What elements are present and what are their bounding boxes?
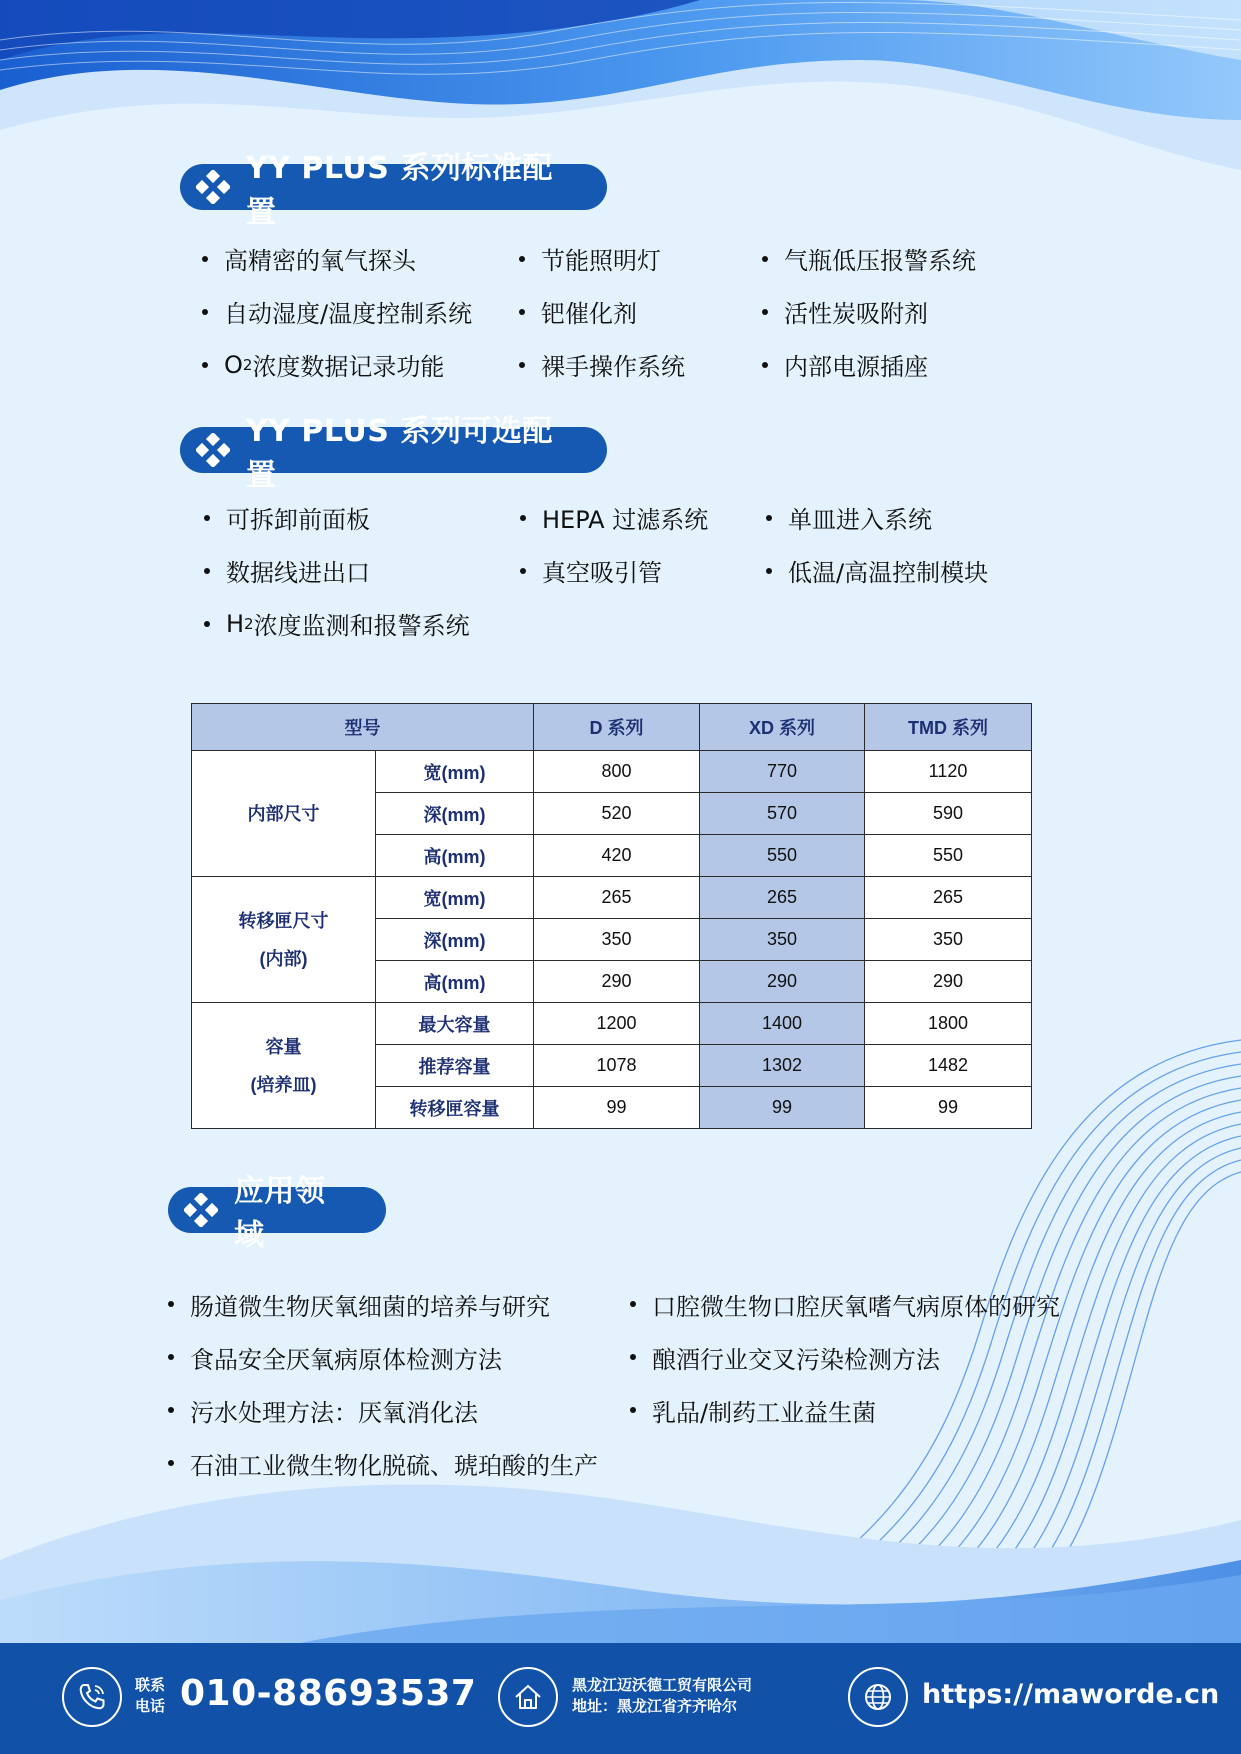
home-icon [498,1667,558,1727]
table-cell: 1200 [534,1003,700,1045]
list-item: 裸手操作系统 [519,338,762,391]
list-item: 钯催化剂 [519,285,762,338]
bullet-icon [168,1407,174,1413]
list-item: HEPA 过滤系统 [520,491,766,544]
list-item: 气瓶低压报警系统 [762,232,1022,285]
table-cell: 420 [534,835,700,877]
diamond-cluster-icon [184,1193,218,1227]
table-cell: 350 [865,919,1032,961]
bullet-icon [519,256,525,262]
table-cell: 350 [534,919,700,961]
table-cell: 1302 [700,1045,865,1087]
table-cell: 265 [700,877,865,919]
standard-config-list [202,232,1022,391]
list-item: 真空吸引管 [520,544,766,597]
table-cell: 290 [534,961,700,1003]
group-label: 容量 (培养皿) [192,1003,376,1129]
table-cell: 265 [865,877,1032,919]
list-item: 节能照明灯 [519,232,762,285]
row-label: 最大容量 [376,1003,534,1045]
bullet-icon [630,1301,636,1307]
header-tmd-series: TMD 系列 [865,704,1032,751]
list-item: 活性炭吸附剂 [762,285,1022,338]
table-cell: 1800 [865,1003,1032,1045]
table-cell: 590 [865,793,1032,835]
table-cell: 770 [700,751,865,793]
bullet-icon [202,362,208,368]
bullet-icon [519,362,525,368]
list-item: 污水处理方法：厌氧消化法 [168,1384,630,1436]
bullet-icon [766,568,772,574]
standard-config-title [180,151,607,230]
list-item: 低温/高温控制模块 [766,544,1026,597]
diamond-cluster-icon [196,433,230,467]
list-item: 数据线进出口 [204,544,520,597]
group-label: 内部尺寸 [192,751,376,877]
list-item: 口腔微生物口腔厌氧嗜气病原体的研究 [630,1278,1100,1330]
list-item: 乳品/制药工业益生菌 [630,1384,1100,1436]
list-item: 肠道微生物厌氧细菌的培养与研究 [168,1278,630,1330]
list-item: O 2 浓度数据记录功能 [202,338,519,391]
table-cell: 570 [700,793,865,835]
list-item: 食品安全厌氧病原体检测方法 [168,1331,630,1383]
row-label: 高(mm) [376,835,534,877]
bullet-icon [520,568,526,574]
bullet-icon [630,1407,636,1413]
footer-bar [0,1643,1241,1754]
header-model: 型号 [192,704,534,751]
phone-label: 联系 电话 [135,1676,166,1715]
bullet-icon [762,309,768,315]
table-cell: 1482 [865,1045,1032,1087]
spec-table [191,703,1032,1129]
bullet-icon [520,515,526,521]
applications-list [168,1278,1100,1490]
list-item: 石油工业微生物化脱硫、琥珀酸的生产 [168,1437,630,1489]
table-cell: 800 [534,751,700,793]
bullet-icon [204,568,210,574]
list-item: 酿酒行业交叉污染检测方法 [630,1331,1100,1383]
optional-config-list [204,491,1026,650]
table-row [192,877,1032,919]
table-cell: 1078 [534,1045,700,1087]
phone-number: 010-88693537 [180,1673,477,1714]
website-link[interactable]: https://maworde.cn [922,1679,1220,1710]
list-item: 可拆卸前面板 [204,491,520,544]
table-cell: 550 [700,835,865,877]
bullet-icon [762,256,768,262]
table-cell: 99 [700,1087,865,1129]
bullet-icon [630,1354,636,1360]
standard-config-title-text: YY PLUS 系列标准配置 [246,151,553,230]
bullet-icon [168,1301,174,1307]
bullet-icon [202,309,208,315]
table-cell: 290 [865,961,1032,1003]
group-label: 转移匣尺寸 (内部) [192,877,376,1003]
row-label: 推荐容量 [376,1045,534,1087]
bullet-icon [204,515,210,521]
table-cell: 520 [534,793,700,835]
row-label: 深(mm) [376,919,534,961]
list-item: 内部电源插座 [762,338,1022,391]
row-label: 高(mm) [376,961,534,1003]
company-name: 黑龙江迈沃德工贸有限公司 [572,1676,753,1694]
table-cell: 550 [865,835,1032,877]
table-row [192,1003,1032,1045]
globe-icon [848,1667,908,1727]
bullet-icon [766,515,772,521]
applications-title-text: 应用领域 [234,1174,326,1253]
row-label: 深(mm) [376,793,534,835]
table-cell: 99 [534,1087,700,1129]
list-item: 高精密的氧气探头 [202,232,519,285]
bullet-icon [202,256,208,262]
header-xd-series: XD 系列 [700,704,865,751]
list-item: 自动湿度/温度控制系统 [202,285,519,338]
bullet-icon [204,621,210,627]
header-d-series: D 系列 [534,704,700,751]
table-cell: 350 [700,919,865,961]
bullet-icon [168,1460,174,1466]
diamond-cluster-icon [196,170,230,204]
company-address: 地址：黑龙江省齐齐哈尔 [572,1697,738,1715]
optional-config-title-text: YY PLUS 系列可选配置 [246,414,553,493]
applications-title [168,1174,386,1253]
table-cell: 265 [534,877,700,919]
table-row [192,751,1032,793]
list-item: H 2 浓度监测和报警系统 [204,597,520,650]
list-item: 单皿进入系统 [766,491,1026,544]
table-header-row [192,704,1032,751]
table-cell: 1400 [700,1003,865,1045]
row-label: 宽(mm) [376,751,534,793]
table-cell: 1120 [865,751,1032,793]
bullet-icon [762,362,768,368]
row-label: 宽(mm) [376,877,534,919]
table-cell: 290 [700,961,865,1003]
table-cell: 99 [865,1087,1032,1129]
phone-icon [62,1667,122,1727]
optional-config-title [180,414,607,493]
row-label: 转移匣容量 [376,1087,534,1129]
company-info [572,1675,752,1717]
bullet-icon [519,309,525,315]
bullet-icon [168,1354,174,1360]
